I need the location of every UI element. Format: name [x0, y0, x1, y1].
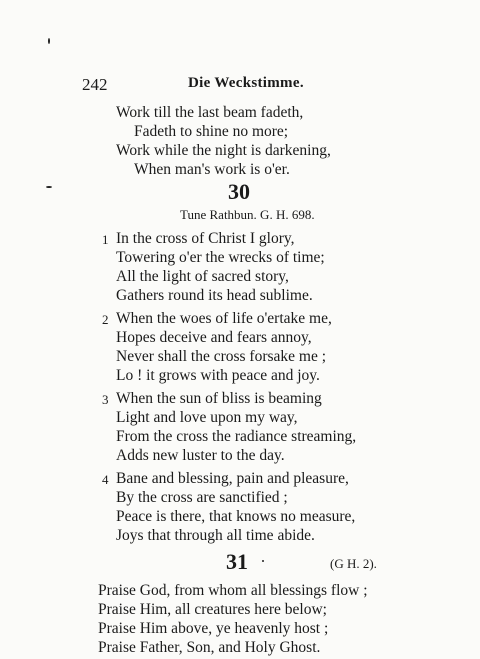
- verse-line: Light and love upon my way,: [116, 409, 298, 426]
- verse-line: Praise Him, all creatures here below;: [98, 601, 327, 618]
- verse-line: When man's work is o'er.: [134, 161, 290, 178]
- hymn-number: 31: [226, 549, 248, 574]
- verse-line: Joys that through all time abide.: [116, 527, 315, 544]
- verse-line: When the woes of life o'ertake me,: [116, 310, 332, 327]
- verse-line: Fadeth to shine no more;: [134, 123, 289, 140]
- margin-mark: [46, 186, 52, 188]
- tune-name: Tune Rathbun. G. H. 698.: [180, 207, 315, 222]
- margin-mark: [48, 38, 50, 44]
- verse-line: Praise God, from whom all blessings flow ;: [98, 582, 368, 599]
- page-number: 242: [82, 75, 108, 94]
- verse-line: Work till the last beam fadeth,: [116, 104, 304, 121]
- verse-line: By the cross are sanctified ;: [116, 489, 288, 506]
- running-title: Die Weckstimme.: [188, 75, 304, 91]
- verse-number: 4: [102, 472, 109, 487]
- verse-line: Work while the night is darkening,: [116, 142, 331, 159]
- verse-line: Bane and blessing, pain and pleasure,: [116, 470, 349, 487]
- verse-number: 1: [102, 232, 109, 247]
- verse-line: Gathers round its head sublime.: [116, 287, 313, 304]
- verse-line: Never shall the cross forsake me ;: [116, 348, 327, 365]
- verse-line: Praise Him above, ye heavenly host ;: [98, 620, 329, 637]
- verse-line: All the light of sacred story,: [116, 268, 289, 285]
- verse-line: Hopes deceive and fears annoy,: [116, 329, 312, 346]
- verse-line: Lo ! it grows with peace and joy.: [116, 367, 320, 384]
- hymn-number: 30: [228, 179, 250, 204]
- verse-line: From the cross the radiance streaming,: [116, 428, 357, 445]
- verse-number: 3: [102, 392, 109, 407]
- verse-line: Peace is there, that knows no measure,: [116, 508, 356, 525]
- verse-line: Praise Father, Son, and Holy Ghost.: [98, 639, 321, 656]
- verse-line: In the cross of Christ I glory,: [116, 230, 295, 247]
- tune-reference: (G H. 2).: [330, 556, 377, 571]
- verse-number: 2: [102, 312, 109, 327]
- margin-mark: [262, 560, 264, 562]
- verse-line: Towering o'er the wrecks of time;: [116, 249, 325, 266]
- verse-line: When the sun of bliss is beaming: [116, 390, 322, 407]
- verse-line: Adds new luster to the day.: [116, 447, 285, 464]
